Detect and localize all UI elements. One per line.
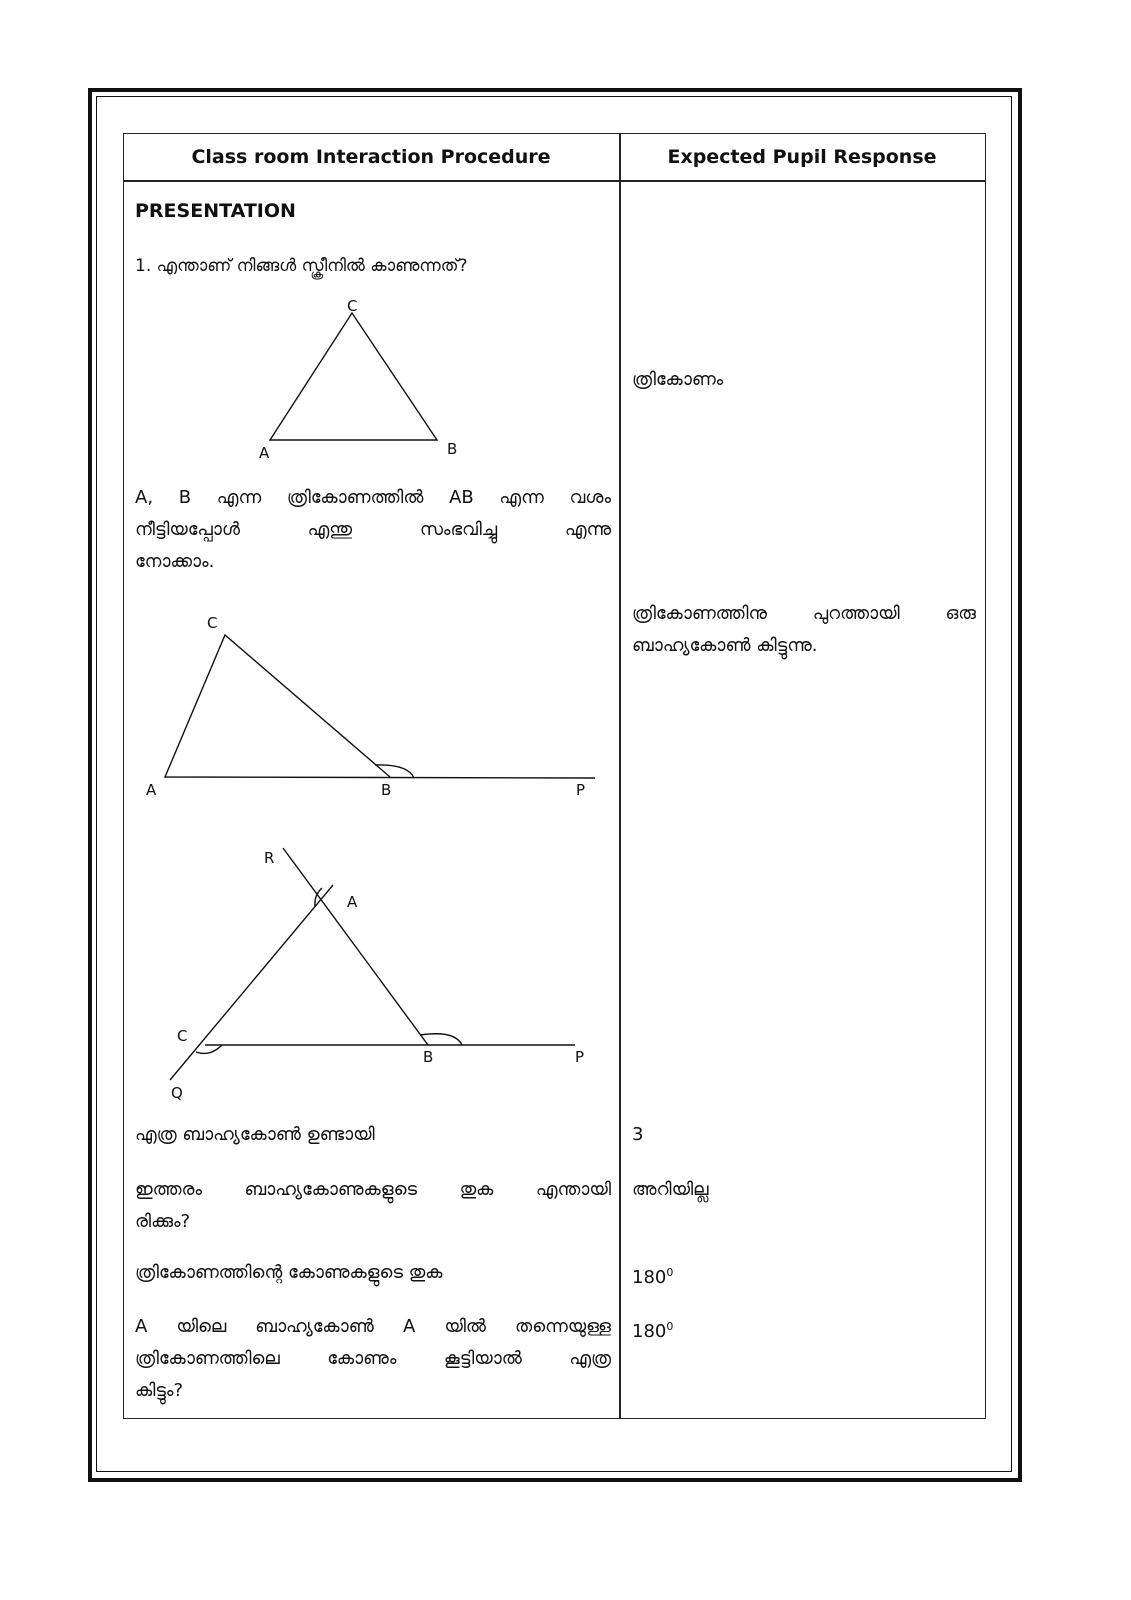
q4-line: ഇത്തരം ബാഹ്യകോണുകളുടെ തുക എന്തായി: [135, 1179, 611, 1200]
r6-value: 180: [632, 1321, 667, 1342]
q6-line: ത്രികോണത്തിലെ കോണും കൂട്ടിയാൽ എത്ര: [135, 1348, 611, 1369]
question-3: എത്ര ബാഹ്യകോൺ ഉണ്ടായി: [135, 1124, 375, 1145]
triangle-figure-2: [146, 614, 595, 799]
question-1: 1. എന്താണ് നിങ്ങൾ സ്ക്രീനിൽ കാണുന്നത്?: [135, 256, 468, 276]
label-b: B: [381, 781, 392, 799]
r2-line: ത്രികോണത്തിനു പുറത്തായി ഒരു: [632, 603, 976, 624]
q2-line: നീട്ടിയപ്പോൾ എന്തു സംഭവിച്ചു എന്നു: [135, 519, 611, 540]
header-response: Expected Pupil Response: [667, 146, 937, 168]
header-procedure: Class room Interaction Procedure: [191, 146, 551, 168]
label-p: P: [575, 1048, 585, 1066]
side-ac-q: [170, 885, 333, 1080]
response-3: 3: [632, 1124, 644, 1145]
label-q: Q: [171, 1084, 183, 1102]
r2-line: ബാഹ്യകോൺ കിട്ടുന്നു.: [632, 635, 818, 656]
degree-mark: 0: [666, 1266, 674, 1279]
label-c: C: [347, 297, 358, 315]
exterior-angle-arc: [375, 765, 414, 778]
label-a: A: [146, 781, 157, 799]
side-ra-ab: [283, 848, 428, 1045]
label-c: C: [177, 1027, 188, 1045]
triangle-abc: [270, 313, 437, 440]
label-b: B: [447, 440, 458, 458]
label-a: A: [347, 893, 358, 911]
q2-line: നോക്കാം.: [135, 551, 215, 572]
r5-value: 180: [632, 1267, 667, 1288]
q6-line: കിട്ടും?: [135, 1380, 184, 1401]
triangle-extended-side: [165, 635, 595, 778]
exterior-angle-arc-c: [196, 1045, 222, 1053]
response-1: ത്രികോണം: [632, 369, 724, 390]
section-title: PRESENTATION: [135, 200, 296, 222]
triangle-figure-1: [259, 297, 457, 462]
response-4: അറിയില്ല: [632, 1179, 709, 1200]
q6-line: A യിലെ ബാഹ്യകോൺ A യിൽ തന്നെയുള്ള: [135, 1316, 611, 1337]
degree-mark: 0: [666, 1320, 674, 1333]
label-p: P: [576, 781, 586, 799]
question-5: ത്രികോണത്തിന്റെ കോണുകളുടെ തുക: [135, 1262, 443, 1283]
label-c: C: [207, 614, 218, 632]
label-a: A: [259, 444, 270, 462]
q4-line: രിക്കും?: [135, 1211, 191, 1232]
label-r: R: [264, 849, 275, 867]
triangle-figure-3: [170, 848, 584, 1102]
label-b: B: [423, 1048, 434, 1066]
q2-line: A, B എന്ന ത്രികോണത്തിൽ AB എന്ന വശം: [135, 487, 611, 508]
